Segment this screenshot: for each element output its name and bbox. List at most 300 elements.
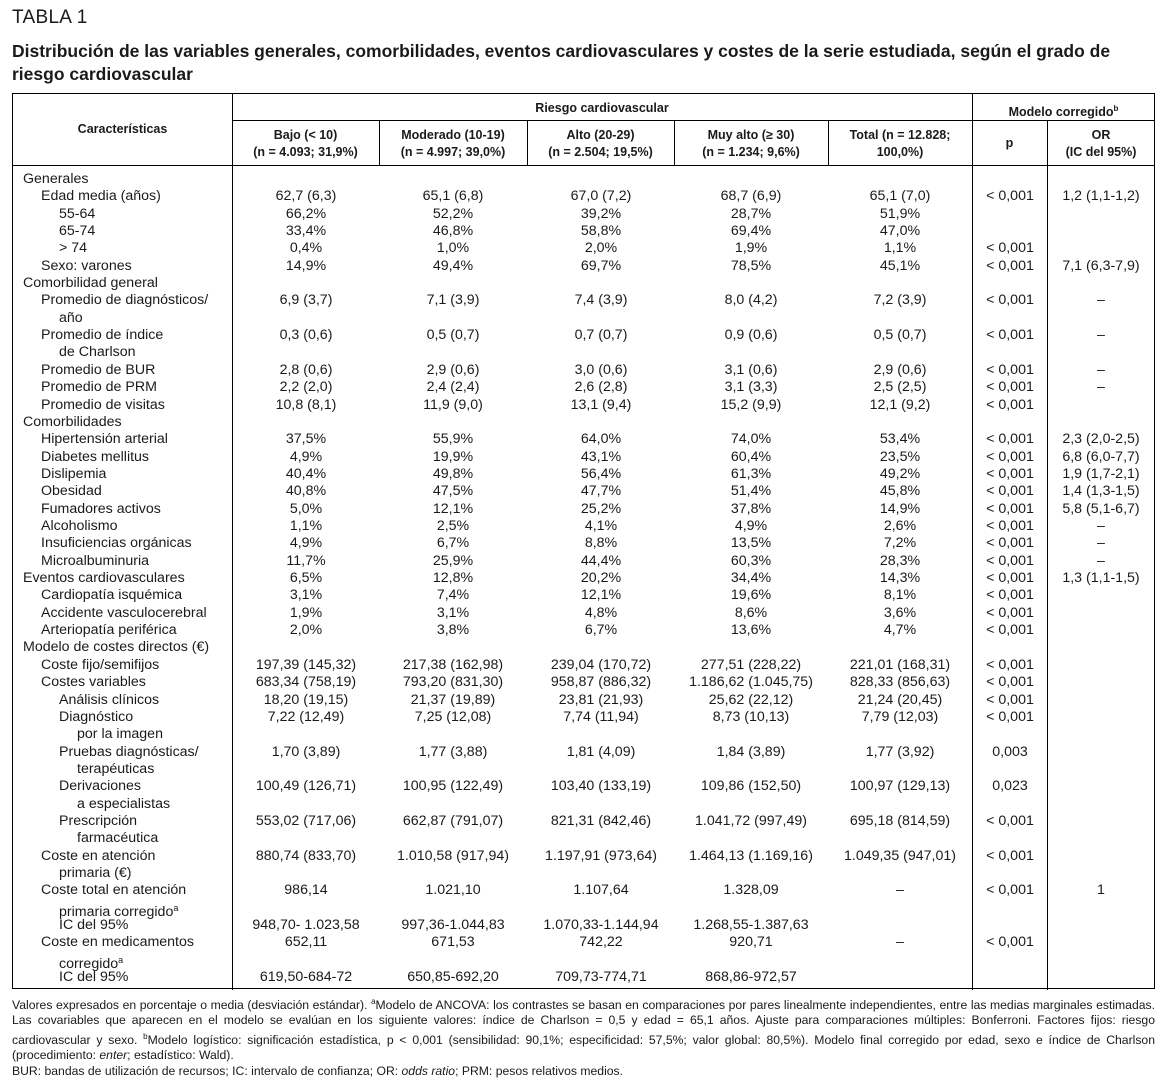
table-row xyxy=(13,414,1155,431)
table-row xyxy=(13,501,1155,518)
table-cell: 1.197,91 (973,64) xyxy=(544,847,657,864)
table-cell: 28,3% xyxy=(879,552,921,569)
table-cell: 43,1% xyxy=(580,448,622,465)
table-cell: 0,5 (0,7) xyxy=(873,327,927,344)
table-cell: 51,9% xyxy=(879,205,921,222)
table-cell: – xyxy=(1097,518,1105,534)
row-label: Diabetes mellitus xyxy=(41,448,150,465)
table-cell: 53,4% xyxy=(879,431,921,448)
row-label: Arteriopatía periférica xyxy=(41,622,177,639)
table-cell: < 0,001 xyxy=(986,622,1034,639)
table-cell: 1,1% xyxy=(883,240,917,257)
header-col-muy-alto: Muy alto (≥ 30) (n = 1.234; 9,6%) xyxy=(702,128,800,159)
table-cell: < 0,001 xyxy=(986,570,1034,587)
table-cell: 986,14 xyxy=(284,882,328,899)
table-cell: 37,8% xyxy=(730,500,772,517)
row-label: 55-64 xyxy=(59,205,96,222)
table-cell: 997,36-1.044,83 xyxy=(401,917,505,934)
table-cell: – xyxy=(1097,552,1105,569)
table-cell: 47,5% xyxy=(432,483,474,500)
row-label: Costes variables xyxy=(41,674,146,691)
table-cell: 60,3% xyxy=(730,552,772,569)
table-cell: 7,79 (12,03) xyxy=(861,708,939,725)
table-cell: – xyxy=(1097,379,1105,396)
table-cell: 3,1% xyxy=(436,604,470,621)
table-cell: < 0,001 xyxy=(986,240,1034,257)
table-row xyxy=(13,362,1155,379)
row-label: Coste total en atención primaria corregido$^a$ xyxy=(41,882,187,921)
table-cell: 12,8% xyxy=(432,570,474,587)
row-label: Comorbilidades xyxy=(23,413,122,430)
table-cell: 0,7 (0,7) xyxy=(574,327,628,344)
table-cell: 1.107,64 xyxy=(573,882,629,899)
table-cell: 1,9% xyxy=(289,604,323,621)
table-cell: 25,9% xyxy=(432,552,474,569)
table-cell: 553,02 (717,06) xyxy=(255,812,357,829)
table-cell: 37,5% xyxy=(285,431,327,448)
table-cell: < 0,001 xyxy=(986,500,1034,517)
table-cell: 1,4 (1,3-1,5) xyxy=(1062,483,1140,500)
table-cell: 1,77 (3,92) xyxy=(865,743,935,760)
table-cell: 33,4% xyxy=(285,223,327,240)
table-cell: 1,2 (1,1-1,2) xyxy=(1062,188,1140,205)
table-cell: < 0,001 xyxy=(986,691,1034,708)
table-cell: 28,7% xyxy=(730,205,772,222)
table-cell: < 0,001 xyxy=(986,604,1034,621)
table-cell: < 0,001 xyxy=(986,587,1034,604)
table-cell: 2,2 (2,0) xyxy=(279,379,333,396)
row-label: Comorbilidad general xyxy=(23,275,158,292)
header-rule-bottom xyxy=(13,165,1154,166)
table-row xyxy=(13,431,1155,448)
table-footnotes xyxy=(12,994,1155,1079)
table-cell: < 0,001 xyxy=(986,188,1034,205)
table-cell: 13,1 (9,4) xyxy=(570,396,632,413)
table-row xyxy=(13,483,1155,500)
row-label: Modelo de costes directos (€) xyxy=(23,639,210,656)
table-cell: 18,20 (19,15) xyxy=(263,691,349,708)
table-cell: < 0,001 xyxy=(986,552,1034,569)
row-label: Análisis clínicos xyxy=(59,691,160,708)
table-cell: – xyxy=(1097,535,1105,552)
table-cell: 100,49 (126,71) xyxy=(255,778,357,795)
table-cell: 1.328,09 xyxy=(723,882,779,899)
table-cell: 2,9 (0,6) xyxy=(426,361,480,378)
table-cell: 21,24 (20,45) xyxy=(857,691,943,708)
table-cell: 40,8% xyxy=(285,483,327,500)
table-cell: 40,4% xyxy=(285,465,327,482)
table-cell: 55,9% xyxy=(432,431,474,448)
table-cell: 1.464,13 (1.169,16) xyxy=(689,847,813,864)
table-row xyxy=(13,258,1155,275)
row-label: > 74 xyxy=(59,240,88,257)
table-cell: 0,023 xyxy=(992,778,1028,795)
table-cell: 0,5 (0,7) xyxy=(426,327,480,344)
table-cell: 19,9% xyxy=(432,448,474,465)
table-label: TABLA 1 xyxy=(12,7,88,28)
table-cell: 1,70 (3,89) xyxy=(271,743,341,760)
row-label: Derivaciones a especialistas xyxy=(59,778,171,812)
table-row xyxy=(13,657,1155,674)
table-cell: 49,2% xyxy=(879,465,921,482)
table-row xyxy=(13,292,1155,327)
table-cell: 52,2% xyxy=(432,205,474,222)
table-cell: 3,8% xyxy=(436,622,470,639)
table-cell: 5,0% xyxy=(289,500,323,517)
table-cell: 1.070,33-1.144,94 xyxy=(543,917,659,934)
table-cell: 709,73-774,71 xyxy=(555,969,647,986)
row-label: Accidente vasculocerebral xyxy=(41,604,207,621)
table-cell: 13,6% xyxy=(730,622,772,639)
table-cell: 7,1 (6,3-7,9) xyxy=(1062,257,1140,274)
table-cell: 6,5% xyxy=(289,570,323,587)
table-cell: 14,3% xyxy=(879,570,921,587)
table-cell: 868,86-972,57 xyxy=(705,969,797,986)
table-cell: 61,3% xyxy=(730,465,772,482)
table-cell: 742,22 xyxy=(579,934,623,951)
table-cell: 0,9 (0,6) xyxy=(724,327,778,344)
header-model-group: Modelo corregido$^b$ xyxy=(1008,104,1119,120)
row-label: IC del 95% xyxy=(59,969,129,986)
table-row xyxy=(13,275,1155,292)
table-cell: 920,71 xyxy=(729,934,773,951)
row-label: Pruebas diagnósticas/ terapéuticas xyxy=(59,743,199,777)
table-cell: 652,11 xyxy=(284,934,328,951)
table-cell: 695,18 (814,59) xyxy=(849,812,951,829)
table-cell: 7,22 (12,49) xyxy=(267,708,345,725)
table-cell: 13,5% xyxy=(730,535,772,552)
table-cell: 47,0% xyxy=(879,223,921,240)
table-cell: 7,1 (3,9) xyxy=(426,292,480,309)
table-row xyxy=(13,969,1155,986)
table-cell: < 0,001 xyxy=(986,882,1034,899)
table-cell: 19,6% xyxy=(730,587,772,604)
row-label: Coste en atención primaria (€) xyxy=(41,847,156,881)
table-row xyxy=(13,223,1155,240)
table-cell: 60,4% xyxy=(730,448,772,465)
row-label: Sexo: varones xyxy=(41,257,132,274)
table-cell: 7,4 (3,9) xyxy=(574,292,628,309)
table-cell: 217,38 (162,98) xyxy=(402,656,504,673)
table-cell: 11,7% xyxy=(286,552,326,569)
table-cell: 6,7% xyxy=(584,622,618,639)
table-cell: 3,1 (3,3) xyxy=(724,379,778,396)
table-cell: 45,8% xyxy=(879,483,921,500)
table-cell: 47,7% xyxy=(580,483,622,500)
table-cell: < 0,001 xyxy=(986,292,1034,309)
table-row xyxy=(13,379,1155,396)
table-cell: 68,7 (6,9) xyxy=(720,188,782,205)
table-cell: 2,9 (0,6) xyxy=(873,361,927,378)
table-cell: 2,0% xyxy=(289,622,323,639)
table-row xyxy=(13,240,1155,257)
table-row xyxy=(13,674,1155,691)
table-cell: 20,2% xyxy=(580,570,622,587)
table-cell: 7,2 (3,9) xyxy=(873,292,927,309)
table-cell: 56,4% xyxy=(580,465,622,482)
table-row xyxy=(13,813,1155,848)
footnote-main: Valores expresados en porcentaje o media (desviación estándar). $^a$Modelo de ANCOVA: los contrastes se basan en comparaciones por pares linealmente independientes, entre las medias marginales estimadas. Las covariables que aparecen en el modelo se evalúan en los siguiente valores: índice de Charlson = 0,5 y edad = 65,1 años. Ajuste para comparaciones múltiples: Bonferroni. Factores fijos: riesgo cardiovascular y sexo. $^b$Modelo logístico: significación estadística, p < 0,001 (sensibilidad: 90,1%; especificidad: 57,5%; valor global: 80,5%). Modelo final corregido por edad, sexo e índice de Charlson (procedimiento: enter; estadístico: Wald). xyxy=(12,997,1155,1063)
table-cell: – xyxy=(896,934,904,951)
row-label: Eventos cardiovasculares xyxy=(23,570,185,587)
table-cell: 7,74 (11,94) xyxy=(563,708,639,725)
footnote-abbreviations: BUR: bandas de utilización de recursos; IC: intervalo de confianza; OR: odds ratio; PRM: pesos relativos medios. xyxy=(12,1063,624,1078)
table-cell: 1,1% xyxy=(289,518,323,534)
table-cell: 21,37 (19,89) xyxy=(410,691,496,708)
table-cell: 74,0% xyxy=(730,431,772,448)
table-cell: < 0,001 xyxy=(986,535,1034,552)
header-characteristics: Características xyxy=(77,122,168,136)
table-cell: < 0,001 xyxy=(986,379,1034,396)
table-row xyxy=(13,605,1155,622)
table-cell: 221,01 (168,31) xyxy=(849,656,951,673)
table-cell: 948,70- 1.023,58 xyxy=(252,917,360,934)
table-cell: 51,4% xyxy=(730,483,772,500)
table-cell: 1.021,10 xyxy=(425,882,481,899)
row-label: Coste en medicamentos corregido$^a$ xyxy=(41,934,194,973)
table-cell: < 0,001 xyxy=(986,396,1034,413)
row-label: Obesidad xyxy=(41,483,102,500)
table-row xyxy=(13,744,1155,779)
table-cell: 58,8% xyxy=(580,223,622,240)
table-cell: 1,84 (3,89) xyxy=(716,743,786,760)
header-col-alto: Alto (20-29) (n = 2.504; 19,5%) xyxy=(548,128,653,159)
table-cell: – xyxy=(896,882,904,899)
table-cell: 62,7 (6,3) xyxy=(275,188,337,205)
table-cell: 78,5% xyxy=(730,257,772,274)
table-cell: 11,9 (9,0) xyxy=(423,396,483,413)
table-row xyxy=(13,327,1155,362)
header-col-or: OR (IC del 95%) xyxy=(1065,128,1137,159)
table-cell: 49,8% xyxy=(432,465,474,482)
header-col-p: p xyxy=(1005,136,1014,150)
table-cell: 4,8% xyxy=(584,604,618,621)
table-cell: 4,1% xyxy=(584,518,618,534)
data-table xyxy=(12,93,1155,989)
table-cell: 683,34 (758,19) xyxy=(255,674,357,691)
row-label: Hipertensión arterial xyxy=(41,431,168,448)
row-label: Promedio de BUR xyxy=(41,361,156,378)
row-label: Promedio de visitas xyxy=(41,396,165,413)
table-cell: 2,6 (2,8) xyxy=(574,379,628,396)
table-cell: 671,53 xyxy=(431,934,475,951)
table-cell: 12,1% xyxy=(580,587,622,604)
table-cell: 821,31 (842,46) xyxy=(550,812,652,829)
table-cell: 8,8% xyxy=(584,535,618,552)
table-cell: – xyxy=(1097,361,1105,378)
table-cell: 1.186,62 (1.045,75) xyxy=(689,674,813,691)
table-cell: 7,25 (12,08) xyxy=(414,708,492,725)
table-row xyxy=(13,206,1155,223)
header-risk-group: Riesgo cardiovascular xyxy=(535,101,669,115)
table-row xyxy=(13,692,1155,709)
table-cell: 23,81 (21,93) xyxy=(558,691,644,708)
table-cell: < 0,001 xyxy=(986,674,1034,691)
table-cell: 8,73 (10,13) xyxy=(712,708,790,725)
table-cell: 2,0% xyxy=(584,240,618,257)
table-cell: 15,2 (9,9) xyxy=(720,396,782,413)
table-row xyxy=(13,466,1155,483)
table-cell: < 0,001 xyxy=(986,327,1034,344)
table-cell: 25,62 (22,12) xyxy=(708,691,794,708)
table-cell: 1,81 (4,09) xyxy=(566,743,636,760)
table-cell: 5,8 (5,1-6,7) xyxy=(1062,500,1140,517)
table-cell: 39,2% xyxy=(580,205,622,222)
table-cell: 103,40 (133,19) xyxy=(550,778,652,795)
table-cell: 958,87 (886,32) xyxy=(550,674,652,691)
table-cell: 239,04 (170,72) xyxy=(550,656,652,673)
table-cell: 2,5 (2,5) xyxy=(873,379,927,396)
table-cell: 109,86 (152,50) xyxy=(700,778,802,795)
table-row xyxy=(13,882,1155,921)
row-label: IC del 95% xyxy=(59,917,129,934)
table-cell: 2,4 (2,4) xyxy=(426,379,480,396)
table-cell: 49,4% xyxy=(432,257,474,274)
table-cell: < 0,001 xyxy=(986,257,1034,274)
row-label: Promedio de diagnósticos/ año xyxy=(41,292,209,326)
table-cell: 10,8 (8,1) xyxy=(275,396,337,413)
table-row xyxy=(13,778,1155,813)
table-row xyxy=(13,553,1155,570)
table-title: Distribución de las variables generales, comorbilidades, eventos cardiovasculares y costes de la serie estudiada, según el grado de riesgo cardiovascular xyxy=(12,41,1111,84)
table-cell: 1.049,35 (947,01) xyxy=(843,847,956,864)
table-cell: 0,003 xyxy=(992,743,1028,760)
row-label: Diagnóstico por la imagen xyxy=(59,708,163,743)
table-cell: 25,2% xyxy=(580,500,622,517)
table-cell: – xyxy=(1097,292,1105,309)
table-cell: < 0,001 xyxy=(986,465,1034,482)
table-cell: 8,6% xyxy=(734,604,768,621)
table-cell: 4,9% xyxy=(734,518,768,534)
table-cell: – xyxy=(1097,327,1105,344)
table-cell: 793,20 (831,30) xyxy=(402,674,504,691)
table-cell: 6,8 (6,0-7,7) xyxy=(1062,448,1140,465)
table-cell: < 0,001 xyxy=(986,361,1034,378)
table-row xyxy=(13,171,1155,188)
table-cell: 1.041,72 (997,49) xyxy=(694,812,807,829)
table-cell: 2,6% xyxy=(883,518,917,534)
table-cell: 64,0% xyxy=(580,431,622,448)
table-cell: < 0,001 xyxy=(986,431,1034,448)
header-col-total: Total (n = 12.828; 100,0%) xyxy=(849,128,951,159)
table-cell: 7,2% xyxy=(883,535,917,552)
row-label: Insuficiencias orgánicas xyxy=(41,535,192,552)
table-cell: 1.268,55-1.387,63 xyxy=(693,917,809,934)
table-cell: 66,2% xyxy=(285,205,327,222)
table-cell: 8,1% xyxy=(883,587,917,604)
table-cell: 619,50-684-72 xyxy=(259,969,353,986)
header-col-bajo: Bajo (< 10) (n = 4.093; 31,9%) xyxy=(253,128,358,159)
table-cell: 14,9% xyxy=(285,257,327,274)
table-cell: 8,0 (4,2) xyxy=(724,292,778,309)
header-col-moderado: Moderado (10-19) (n = 4.997; 39,0%) xyxy=(400,128,506,159)
table-cell: 3,0 (0,6) xyxy=(574,361,628,378)
table-cell: 3,6% xyxy=(883,604,917,621)
table-cell: < 0,001 xyxy=(986,812,1034,829)
row-label: Generales xyxy=(23,171,89,187)
table-cell: 0,4% xyxy=(289,240,323,257)
table-cell: 0,3 (0,6) xyxy=(279,327,333,344)
table-cell: 2,3 (2,0-2,5) xyxy=(1062,431,1140,448)
row-label: Cardiopatía isquémica xyxy=(41,587,183,604)
table-cell: < 0,001 xyxy=(986,934,1034,951)
table-row xyxy=(13,917,1155,934)
table-cell: 880,74 (833,70) xyxy=(255,847,357,864)
table-cell: 1,0% xyxy=(436,240,470,257)
row-label: Microalbuminuria xyxy=(41,552,150,569)
table-cell: < 0,001 xyxy=(986,483,1034,500)
row-label: Prescripción farmacéutica xyxy=(59,812,159,847)
table-cell: 44,4% xyxy=(580,552,622,569)
table-cell: 828,33 (856,63) xyxy=(849,674,951,691)
row-label: Alcoholismo xyxy=(41,518,118,534)
table-cell: 69,4% xyxy=(730,223,772,240)
table-cell: 100,95 (122,49) xyxy=(402,778,504,795)
table-row xyxy=(13,535,1155,552)
table-row xyxy=(13,570,1155,587)
table-row xyxy=(13,709,1155,744)
table-cell: 1,9% xyxy=(734,240,768,257)
table-cell: 34,4% xyxy=(730,570,772,587)
table-row xyxy=(13,622,1155,639)
row-label: Edad media (años) xyxy=(41,188,161,205)
table-row xyxy=(13,518,1155,535)
table-cell: 67,0 (7,2) xyxy=(570,188,632,205)
table-cell: 4,9% xyxy=(289,448,323,465)
table-row xyxy=(13,848,1155,883)
table-cell: 277,51 (228,22) xyxy=(700,656,802,673)
row-label: 65-74 xyxy=(59,223,96,240)
table-cell: 100,97 (129,13) xyxy=(849,778,951,795)
table-cell: 4,7% xyxy=(883,622,917,639)
table-cell: < 0,001 xyxy=(986,448,1034,465)
table-cell: 65,1 (6,8) xyxy=(422,188,484,205)
table-cell: 14,9% xyxy=(879,500,921,517)
table-cell: 3,1% xyxy=(289,587,323,604)
table-row xyxy=(13,639,1155,656)
table-cell: 23,5% xyxy=(879,448,921,465)
table-cell: 65,1 (7,0) xyxy=(869,188,931,205)
table-cell: 1.010,58 (917,94) xyxy=(396,847,509,864)
table-cell: 197,39 (145,32) xyxy=(255,656,357,673)
table-row xyxy=(13,587,1155,604)
table-row xyxy=(13,188,1155,205)
table-cell: 46,8% xyxy=(432,223,474,240)
table-cell: 1 xyxy=(1097,882,1105,899)
table-row xyxy=(13,934,1155,973)
table-cell: 4,9% xyxy=(289,535,323,552)
table-cell: 6,7% xyxy=(436,535,470,552)
table-cell: 650,85-692,20 xyxy=(407,969,499,986)
table-cell: 12,1 (9,2) xyxy=(869,396,931,413)
table-cell: < 0,001 xyxy=(986,518,1034,534)
row-label: Fumadores activos xyxy=(41,500,161,517)
table-cell: 2,5% xyxy=(436,518,470,534)
table-cell: 6,9 (3,7) xyxy=(279,292,333,309)
row-label: Dislipemia xyxy=(41,465,107,482)
row-label: Coste fijo/semifijos xyxy=(41,656,160,673)
table-cell: < 0,001 xyxy=(986,847,1034,864)
table-cell: 1,3 (1,1-1,5) xyxy=(1062,570,1140,587)
table-cell: 69,7% xyxy=(580,257,622,274)
table-cell: 1,9 (1,7-2,1) xyxy=(1062,465,1140,482)
table-cell: < 0,001 xyxy=(986,708,1034,725)
table-cell: 1,77 (3,88) xyxy=(418,743,488,760)
table-cell: < 0,001 xyxy=(986,656,1034,673)
table-cell: 2,8 (0,6) xyxy=(279,361,333,378)
table-cell: 662,87 (791,07) xyxy=(402,812,504,829)
table-row xyxy=(13,397,1155,414)
